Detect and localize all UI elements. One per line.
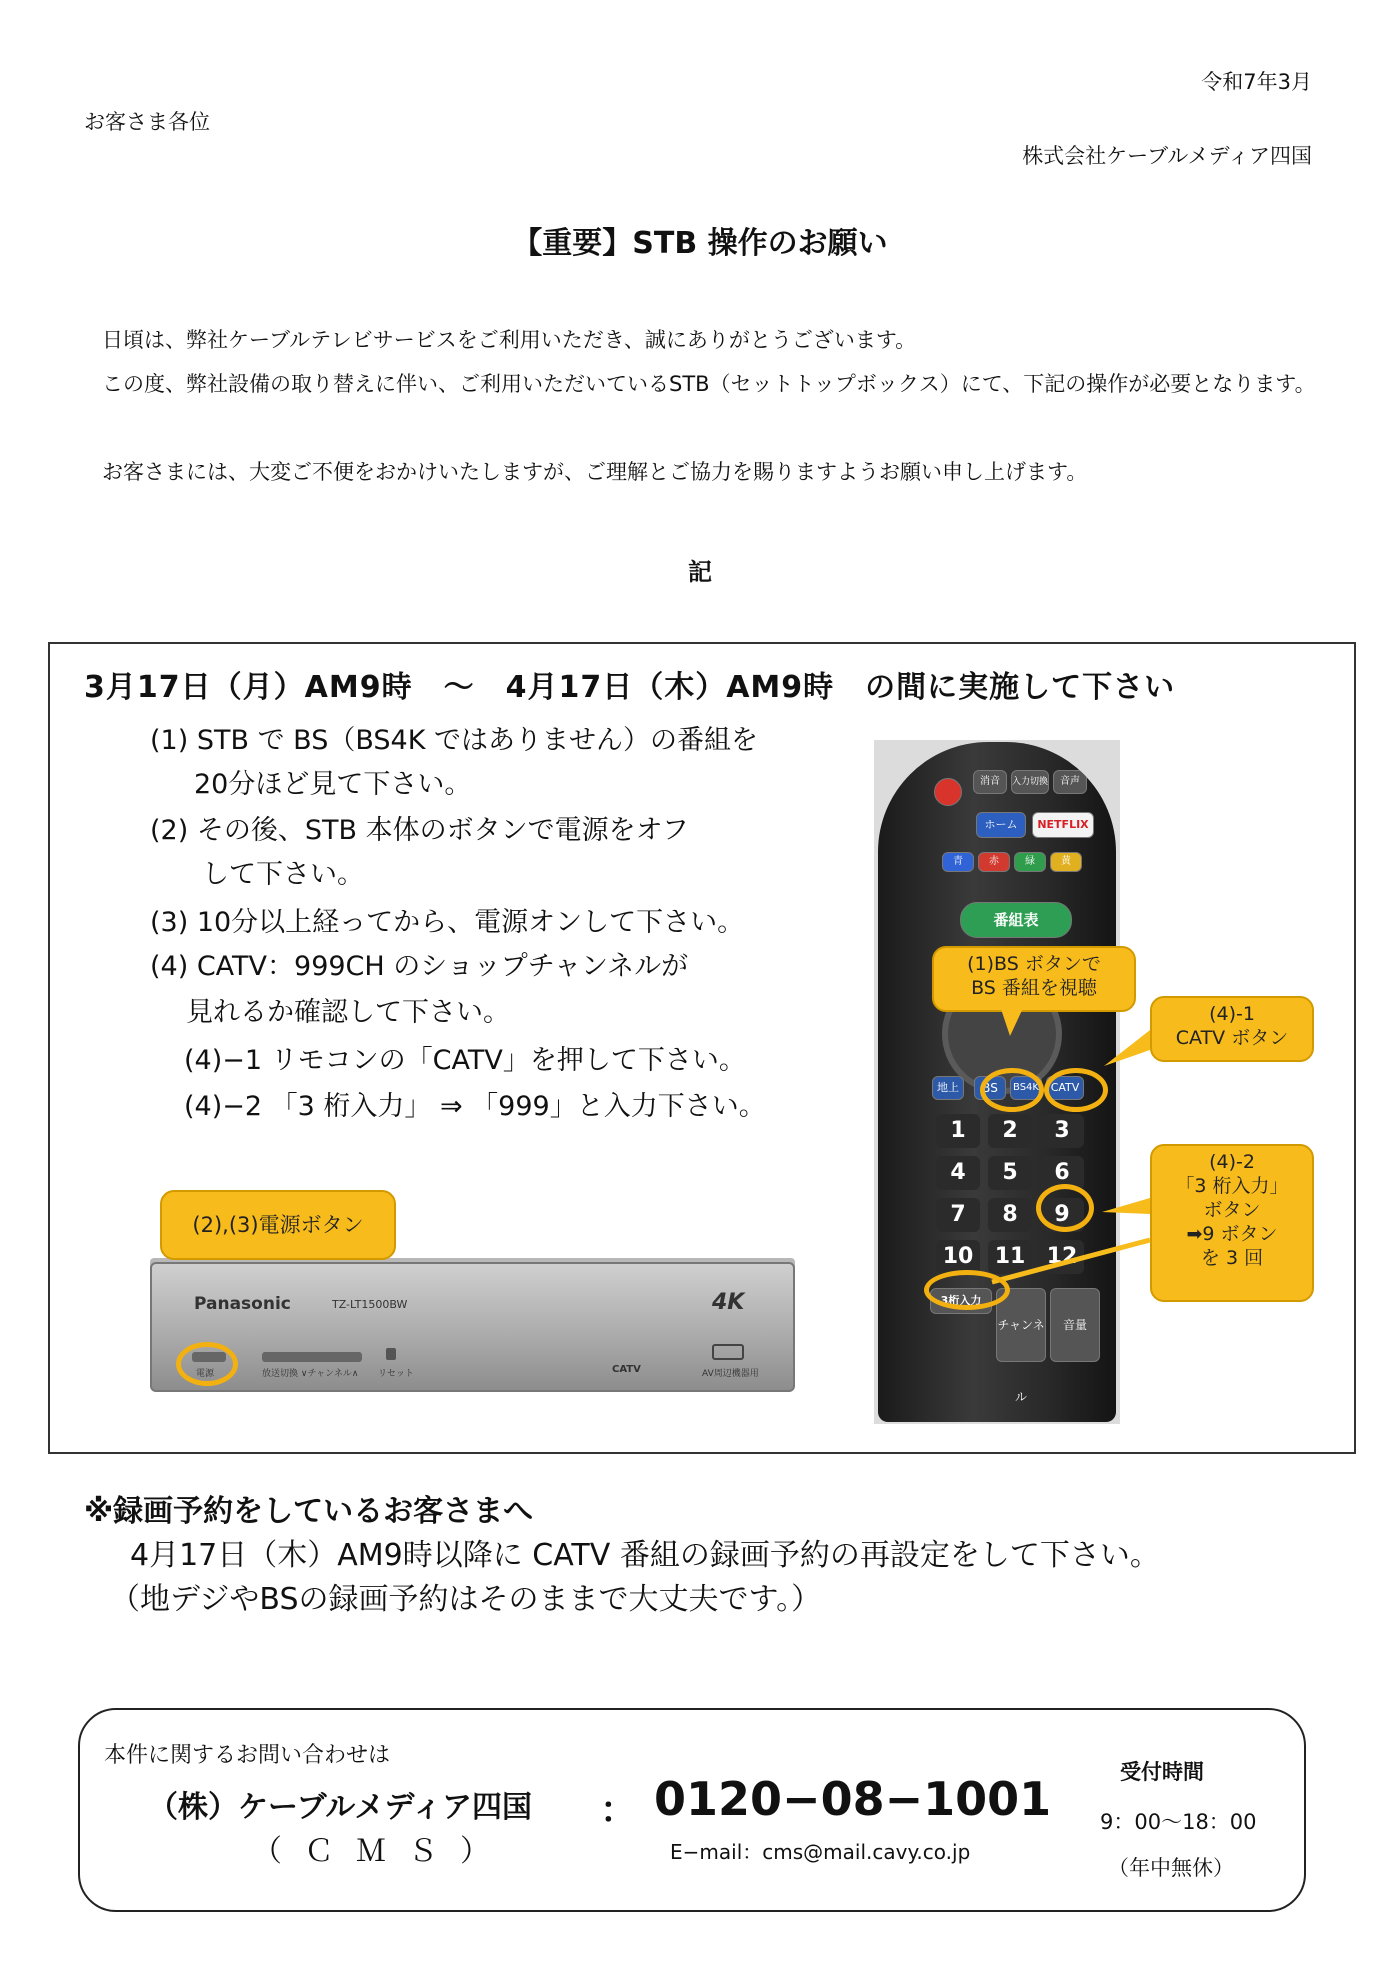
stb-controls-label: 放送切換 ∨チャンネル∧ (262, 1369, 359, 1379)
step-2: (2) その後、STB 本体のボタンで電源をオフ (150, 815, 689, 846)
remote-terrestrial-button: 地上 (932, 1076, 964, 1100)
stb-4k-badge: 4K (712, 1290, 745, 1315)
remote-key-7: 7 (936, 1198, 980, 1232)
remote-green-button: 緑 (1014, 852, 1046, 872)
remote-key-5: 5 (988, 1156, 1032, 1190)
contact-cms: （ＣＭＳ） (252, 1834, 512, 1869)
catv-highlight-ring (1044, 1068, 1108, 1112)
contact-phone: 0120−08−1001 (654, 1772, 1052, 1826)
addressee: お客さま各位 (84, 110, 210, 134)
step-1: (1) STB で BS（BS4K ではありません）の番組を (150, 725, 758, 756)
remote-yellow-button: 黄 (1050, 852, 1082, 872)
contact-hours: 9：00〜18：00 (1100, 1810, 1257, 1834)
bs-highlight-ring (980, 1068, 1044, 1112)
remote-guide-button: 番組表 (960, 902, 1072, 938)
stb-reset-button (386, 1348, 396, 1360)
digit9-callout-pointer (1102, 1198, 1150, 1214)
callout-catv-button: (4)-1 CATV ボタン (1150, 996, 1314, 1062)
remote-key-10: 10 (936, 1240, 980, 1274)
contact-hours-note: （年中無休） (1108, 1856, 1234, 1880)
stb-model: TZ-LT1500BW (332, 1298, 408, 1311)
contact-lead: 本件に関するお問い合わせは (104, 1743, 391, 1768)
stb-power-highlight-ring (176, 1342, 238, 1386)
step-3: (3) 10分以上経ってから、電源オンして下さい。 (150, 907, 745, 938)
step-4-2: (4)−2 「3 桁入力」 ⇒ 「999」と入力下さい。 (184, 1091, 766, 1122)
remote-red-button: 赤 (978, 852, 1010, 872)
remote-bs4k-button: BS4K (1010, 1076, 1042, 1100)
remote-mute-button: 消音 (973, 770, 1007, 794)
step-4-cont: 見れるか確認して下さい。 (186, 997, 510, 1028)
remote-volume-rocker: 音量 (1050, 1288, 1100, 1362)
remote-key-6: 6 (1040, 1156, 1084, 1190)
stb-illustration (150, 1262, 795, 1392)
remote-key-12: 12 (1040, 1240, 1084, 1274)
stb-power-label: 電源 (196, 1369, 215, 1379)
step-4-1: (4)−1 リモコンの「CATV」を押して下さい。 (184, 1045, 746, 1076)
contact-colon: ： (600, 1790, 637, 1831)
remote-3digit-button: 3桁入力 (930, 1288, 992, 1314)
remote-catv-button: CATV (1046, 1076, 1084, 1100)
catv-callout-pointer (1104, 1030, 1150, 1066)
recording-notice-line2: （地デジやBSの録画予約はそのままで大丈夫です。） (110, 1582, 822, 1617)
callout-bs-button: (1)BS ボタンで BS 番組を視聴 (932, 946, 1136, 1012)
remote-home-button: ホーム (976, 812, 1026, 838)
stb-channel-buttons (262, 1352, 362, 1362)
remote-key-1: 1 (936, 1114, 980, 1148)
step-4: (4) CATV：999CH のショップチャンネルが (150, 951, 689, 982)
remote-audio-button: 音声 (1053, 770, 1087, 794)
recording-notice-title: ※録画予約をしているお客さまへ (84, 1494, 534, 1529)
apology-paragraph: お客さまには、大変ご不便をおかけいたしますが、ご理解とご協力を賜りますようお願い申し上げます。 (102, 460, 1088, 484)
bs-callout-pointer (1000, 1006, 1024, 1036)
remote-key-3: 3 (1040, 1114, 1084, 1148)
nine-highlight-ring (1036, 1184, 1094, 1232)
remote-blue-button: 青 (942, 852, 974, 872)
remote-input-button: 入力切換 (1011, 770, 1049, 794)
greeting-paragraph: 日頃は、弊社ケーブルテレビサービスをご利用いただき、誠にありがとうございます。 (102, 328, 917, 352)
remote-netflix-button: NETFLIX (1032, 812, 1094, 838)
ki-heading: 記 (688, 558, 712, 586)
sender-company: 株式会社ケーブルメディア四国 (1022, 144, 1312, 168)
3digit-highlight-ring (924, 1270, 1010, 1310)
stb-usb-label: AV周辺機器用 (702, 1369, 759, 1379)
remote-bs-button: BS (974, 1076, 1006, 1100)
digit-callout-line (992, 1240, 1150, 1282)
step-1-cont: 20分ほど見て下さい。 (194, 769, 472, 800)
procedure-headline: 3月17日（月）AM9時 ～ 4月17日（木）AM9時 の間に実施して下さい (84, 670, 1176, 705)
recording-notice-line1: 4月17日（木）AM9時以降に CATV 番組の録画予約の再設定をして下さい。 (130, 1538, 1160, 1573)
remote-key-2: 2 (988, 1114, 1032, 1148)
stb-brand: Panasonic (194, 1294, 291, 1314)
callout-3digit-button: (4)-2 「3 桁入力」 ボタン ➡9 ボタン を 3 回 (1150, 1144, 1314, 1302)
contact-email: E−mail：cms@mail.cavy.co.jp (670, 1840, 971, 1864)
remote-key-8: 8 (988, 1198, 1032, 1232)
notice-paragraph: この度、弊社設備の取り替えに伴い、ご利用いただいているSTB（セットトップボックス）にて、下記の操作が必要となります。 (102, 372, 1316, 396)
remote-channel-rocker: チャンネル (996, 1288, 1046, 1362)
remote-key-4: 4 (936, 1156, 980, 1190)
document-title: 【重要】STB 操作のお願い (512, 226, 888, 261)
document-date: 令和7年3月 (1201, 70, 1312, 94)
step-2-cont: して下さい。 (202, 859, 364, 890)
remote-key-11: 11 (988, 1240, 1032, 1274)
stb-usb-port (712, 1344, 744, 1360)
remote-key-9: 9 (1040, 1198, 1084, 1232)
callout-power-button: (2),(3)電源ボタン (160, 1190, 396, 1260)
stb-catv-label: CATV (612, 1364, 641, 1375)
contact-company: （株）ケーブルメディア四国 (148, 1790, 532, 1825)
contact-hours-title: 受付時間 (1120, 1760, 1204, 1784)
stb-reset-label: リセット (378, 1369, 414, 1379)
